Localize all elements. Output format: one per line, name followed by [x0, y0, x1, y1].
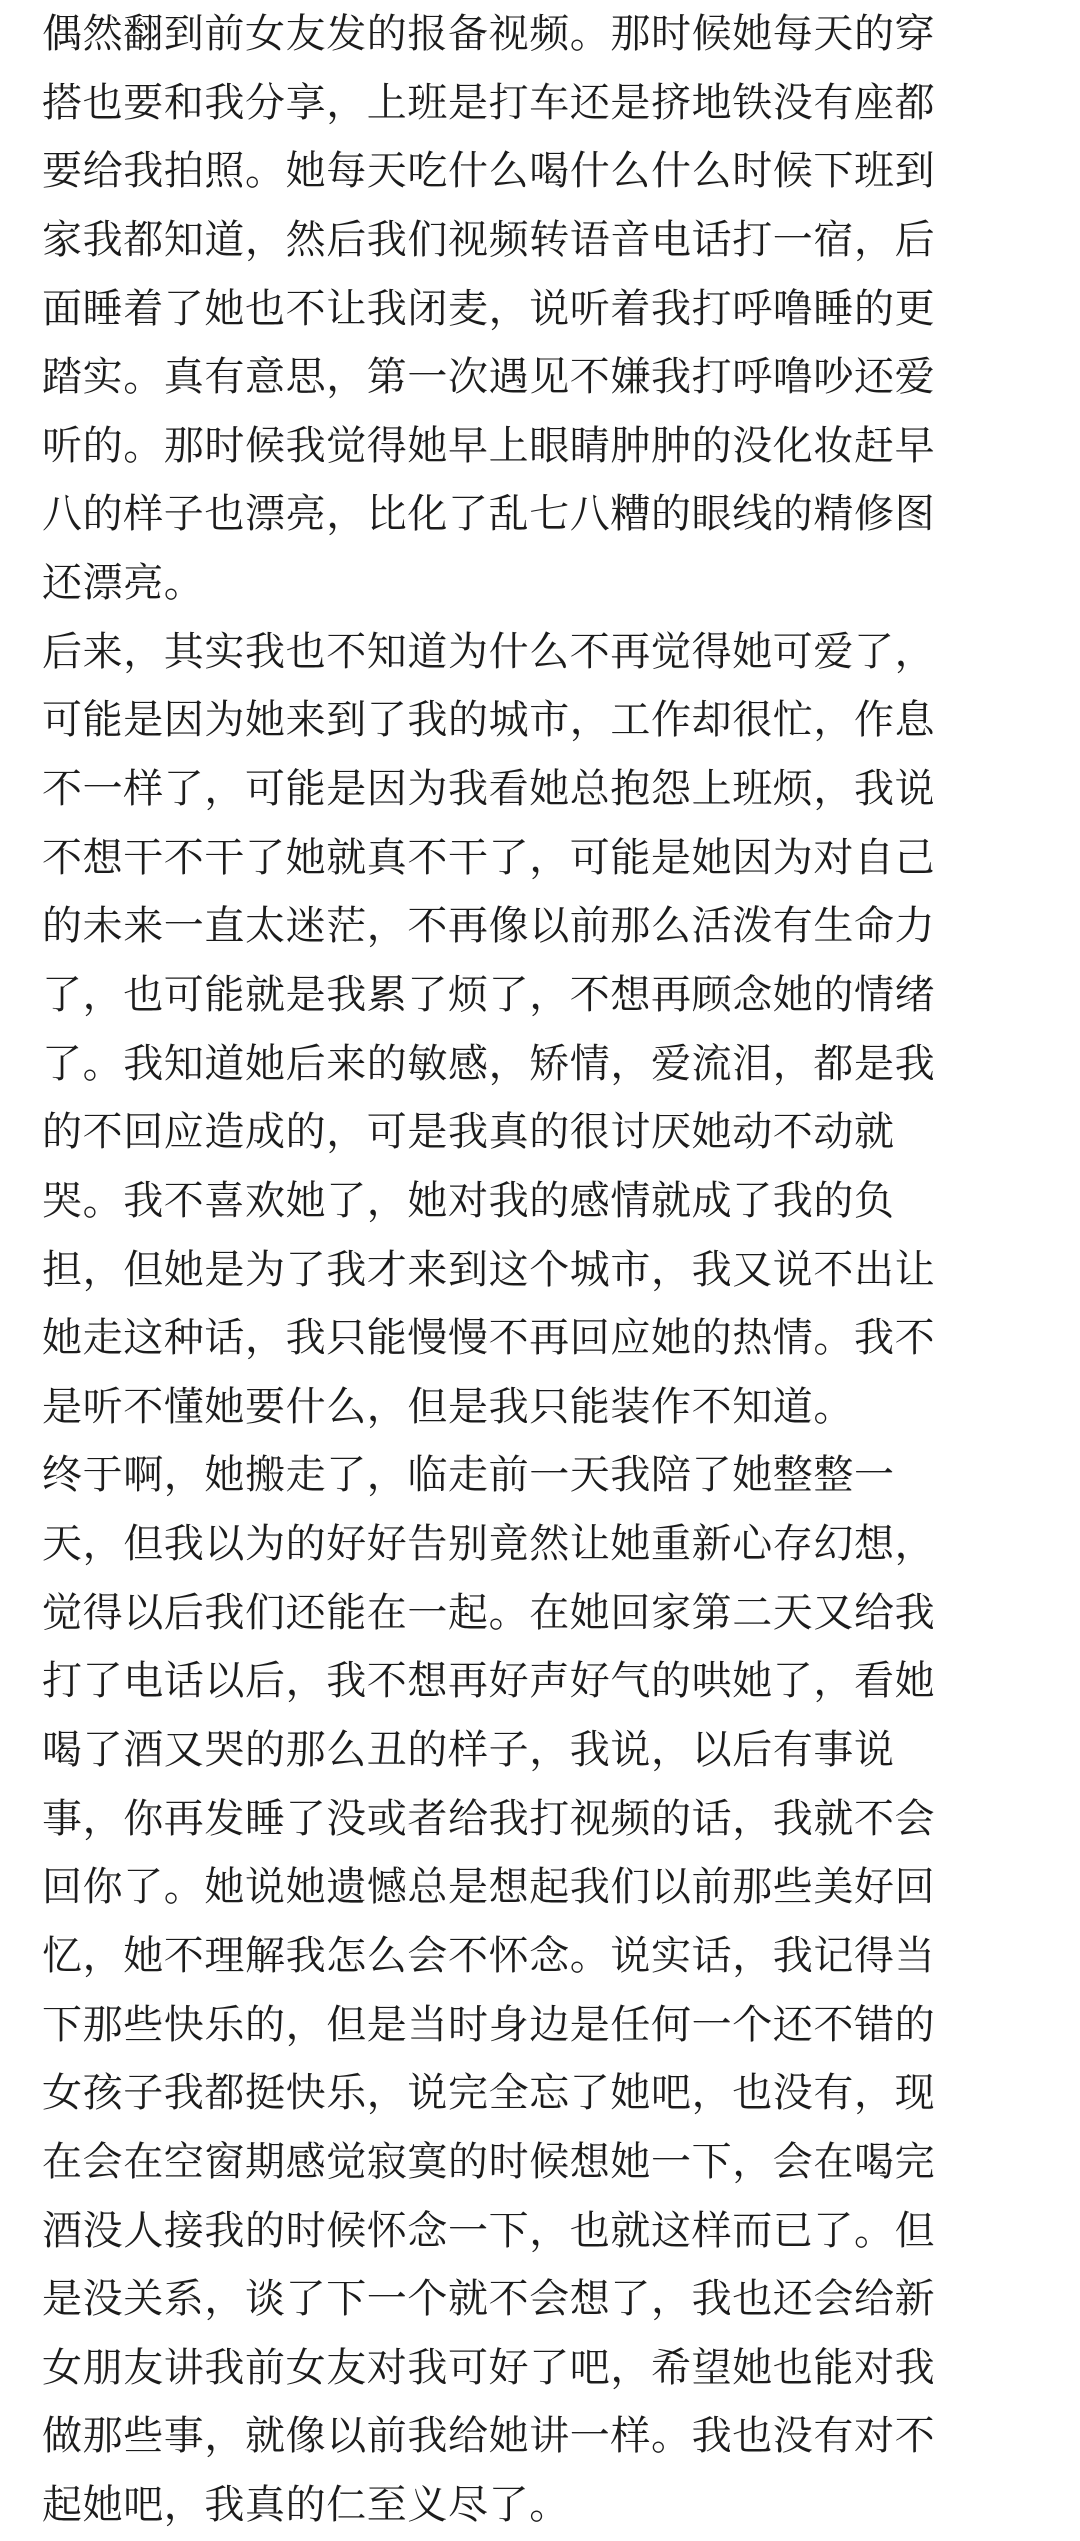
text-line: 担，但她是为了我才来到这个城市，我又说不出让	[42, 1246, 936, 1293]
text-line: 了，也可能就是我累了烦了，不想再顾念她的情绪	[42, 971, 936, 1018]
text-line: 天，但我以为的好好告别竟然让她重新心存幻想，	[42, 1521, 936, 1568]
text-line: 终于啊，她搬走了，临走前一天我陪了她整整一	[42, 1452, 895, 1499]
text-line: 踏实。真有意思，第一次遇见不嫌我打呼噜吵还爱	[42, 354, 936, 401]
text-line: 家我都知道，然后我们视频转语音电话打一宿，后	[42, 216, 936, 263]
text-line: 下那些快乐的，但是当时身边是任何一个还不错的	[42, 2001, 936, 2048]
text-line: 面睡着了她也不让我闭麦，说听着我打呼噜睡的更	[42, 285, 936, 332]
text-line: 觉得以后我们还能在一起。在她回家第二天又给我	[42, 1589, 936, 1636]
text-line: 忆，她不理解我怎么会不怀念。说实话，我记得当	[42, 1932, 936, 1979]
text-line: 还漂亮。	[42, 560, 205, 607]
text-line: 在会在空窗期感觉寂寞的时候想她一下，会在喝完	[42, 2138, 936, 2185]
text-line: 女朋友讲我前女友对我可好了吧，希望她也能对我	[42, 2344, 936, 2391]
text-line: 后来，其实我也不知道为什么不再觉得她可爱了，	[42, 628, 936, 675]
text-line: 起她吧，我真的仁至义尽了。	[42, 2482, 570, 2529]
post-body-text	[42, 0, 1052, 2540]
text-line: 的未来一直太迷茫，不再像以前那么活泼有生命力	[42, 903, 936, 950]
text-line: 是没关系，谈了下一个就不会想了，我也还会给新	[42, 2276, 936, 2323]
text-line: 可能是因为她来到了我的城市，工作却很忙，作息	[42, 697, 936, 744]
text-line: 了。我知道她后来的敏感，矫情，爱流泪，都是我	[42, 1040, 936, 1087]
text-line: 做那些事，就像以前我给她讲一样。我也没有对不	[42, 2413, 936, 2460]
text-line: 她走这种话，我只能慢慢不再回应她的热情。我不	[42, 1315, 936, 1362]
text-line: 回你了。她说她遗憾总是想起我们以前那些美好回	[42, 1864, 936, 1911]
text-line: 打了电话以后，我不想再好声好气的哄她了，看她	[42, 1658, 936, 1705]
text-line: 不一样了，可能是因为我看她总抱怨上班烦，我说	[42, 766, 936, 813]
text-line: 的不回应造成的，可是我真的很讨厌她动不动就	[42, 1109, 895, 1156]
text-line: 是听不懂她要什么，但是我只能装作不知道。	[42, 1383, 854, 1430]
text-line: 事，你再发睡了没或者给我打视频的话，我就不会	[42, 1795, 936, 1842]
text-line: 不想干不干了她就真不干了，可能是她因为对自己	[42, 834, 936, 881]
text-line: 女孩子我都挺快乐，说完全忘了她吧，也没有，现	[42, 2070, 936, 2117]
text-line: 听的。那时候我觉得她早上眼睛肿肿的没化妆赶早	[42, 422, 936, 469]
text-line: 酒没人接我的时候怀念一下，也就这样而已了。但	[42, 2207, 936, 2254]
text-line: 偶然翻到前女友发的报备视频。那时候她每天的穿	[42, 11, 936, 57]
text-line: 要给我拍照。她每天吃什么喝什么什么时候下班到	[42, 148, 936, 195]
text-line: 喝了酒又哭的那么丑的样子，我说，以后有事说	[42, 1727, 895, 1774]
text-line: 哭。我不喜欢她了，她对我的感情就成了我的负	[42, 1177, 895, 1224]
text-line: 搭也要和我分享，上班是打车还是挤地铁没有座都	[42, 79, 936, 126]
text-line: 八的样子也漂亮，比化了乱七八糟的眼线的精修图	[42, 491, 936, 538]
